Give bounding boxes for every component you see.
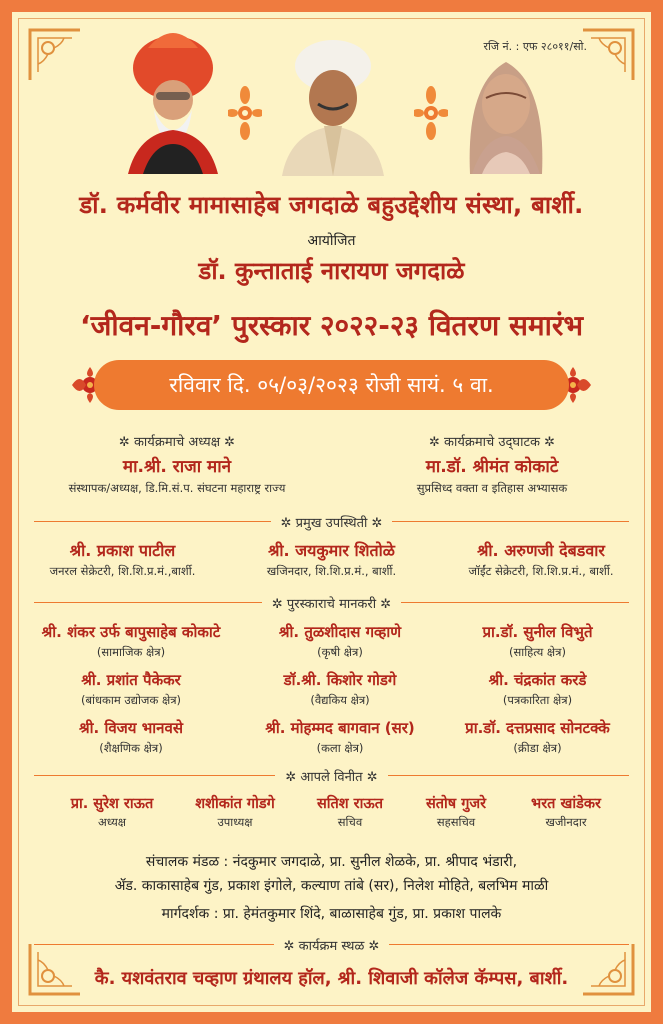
awardee-name: श्री. चंद्रकांत करडे xyxy=(488,671,587,689)
awardee-field: (वैद्यकिय क्षेत्र) xyxy=(310,693,370,707)
venue-heading-wrap xyxy=(12,935,651,954)
portrait-center xyxy=(274,26,392,176)
flower-ornament-right xyxy=(414,79,448,147)
award-person-name: डॉ. कुन्ताताई नारायण जगदाळे xyxy=(198,257,465,285)
awardee-item xyxy=(12,670,250,708)
host-item xyxy=(176,793,294,830)
awardee-name: प्रा.डॉ. दत्तप्रसाद सोनटक्के xyxy=(465,719,610,737)
guest-desc: जनरल सेक्रेटरी, शि.शि.प्र.मं.,बार्शी. xyxy=(49,564,196,578)
board-line-1: संचालक मंडळ : नंदकुमार जगदाळे, प्रा. सुनील शेळके, प्रा. श्रीपाद भंडारी, xyxy=(145,854,518,870)
guests-heading: ✲ प्रमुख उपस्थिती ✲ xyxy=(271,516,393,531)
awardee-name: श्री. विजय भानवसे xyxy=(79,719,183,737)
inaugurator-block xyxy=(342,432,642,496)
guest-item xyxy=(229,539,434,579)
awardee-item xyxy=(430,670,645,708)
awardee-name: प्रा.डॉ. सुनील विभुते xyxy=(482,623,593,641)
event-title: ‘जीवन-गौरव’ पुरस्कार २०२२-२३ वितरण समारंभ xyxy=(79,309,584,342)
host-name: सतिश राऊत xyxy=(316,796,384,812)
host-role: सहसचिव xyxy=(436,815,476,829)
host-name: शशीकांत गोडगे xyxy=(195,796,275,812)
host-role: अध्यक्ष xyxy=(97,815,127,829)
awardee-field: (क्रीडा क्षेत्र) xyxy=(513,741,562,755)
venue-heading: ✲ कार्यक्रम स्थळ ✲ xyxy=(274,939,390,954)
hosts-heading-wrap xyxy=(12,766,651,785)
awardees-heading-wrap xyxy=(12,593,651,612)
chair-block xyxy=(12,432,342,496)
inaugurator-desc: सुप्रसिध्द वक्ता व इतिहास अभ्यासक xyxy=(416,481,568,495)
awardee-field: (कला क्षेत्र) xyxy=(316,741,364,755)
guest-item xyxy=(20,539,225,579)
corner-ornament-top-right xyxy=(579,26,637,84)
awardee-item xyxy=(250,622,430,660)
awardee-field: (पत्रकारिता क्षेत्र) xyxy=(502,693,573,707)
awardee-name: डॉ.श्री. किशोर गोडगे xyxy=(283,671,397,689)
portrait-right xyxy=(456,46,556,174)
host-name: संतोष गुजरे xyxy=(425,796,487,812)
guest-name: श्री. प्रकाश पाटील xyxy=(69,541,176,560)
guest-desc: खजिनदार, शि.शि.प्र.मं., बार्शी. xyxy=(266,564,397,578)
corner-ornament-top-left xyxy=(26,26,84,84)
guests-heading-wrap xyxy=(12,512,651,531)
awardee-field: (सामाजिक क्षेत्र) xyxy=(96,645,166,659)
awardee-name: श्री. प्रशांत पैकेकर xyxy=(81,671,181,689)
invitation-card xyxy=(12,12,651,1012)
guest-name: श्री. जयकुमार शितोळे xyxy=(268,541,395,560)
awardee-item xyxy=(240,718,440,756)
host-role: उपाध्यक्ष xyxy=(217,815,253,829)
portrait-left xyxy=(118,28,228,174)
host-item xyxy=(294,793,406,830)
host-item xyxy=(506,793,626,830)
board-line-2: ॲड. काकासाहेब गुंड, प्रकाश इंगोले, कल्याण तांबे (सर), निलेश मोहिते, बलभिम माळी xyxy=(114,878,549,894)
hosts-heading: ✲ आपले विनीत ✲ xyxy=(275,770,387,785)
date-banner: रविवार दि. ०५/०३/२०२३ रोजी सायं. ५ वा. xyxy=(94,360,569,410)
chair-desc: संस्थापक/अध्यक्ष, डि.मि.सं.प. संघटना महाराष्ट्र राज्य xyxy=(68,481,286,495)
venue-text: कै. यशवंतराव चव्हाण ग्रंथालय हॉल, श्री. शिवाजी कॉलेज कॅम्पस, बार्शी. xyxy=(94,968,569,989)
awardee-field: (बांधकाम उद्योजक क्षेत्र) xyxy=(80,693,182,707)
guest-desc: जॉईंट सेक्रेटरी, शि.शि.प्र.मं., बार्शी. xyxy=(468,564,614,578)
organized-by-label: आयोजित xyxy=(307,233,356,249)
inaugurator-name: मा.डॉ. श्रीमंत कोकाटे xyxy=(425,457,559,477)
guest-item xyxy=(436,539,646,579)
awardee-item xyxy=(12,622,250,660)
inaugurator-heading: ✲ कार्यक्रमाचे उद्‌घाटक ✲ xyxy=(428,435,556,450)
awardee-field: (कृषी क्षेत्र) xyxy=(317,645,363,659)
awardee-name: श्री. तुळशीदास गव्हाणे xyxy=(278,623,402,641)
chair-name: मा.श्री. राजा माने xyxy=(122,457,232,477)
guides-line: मार्गदर्शक : प्रा. हेमंतकुमार शिंदे, बाळासाहेब गुंड, प्रा. प्रकाश पालके xyxy=(161,906,502,922)
awardee-item xyxy=(430,622,645,660)
host-name: भरत खांडेकर xyxy=(531,796,601,812)
host-role: खजीनदार xyxy=(545,815,587,829)
organization-name: डॉ. कर्मवीर मामासाहेब जगदाळे बहुउद्देशीय संस्था, बार्शी. xyxy=(79,191,584,219)
host-item xyxy=(48,793,176,830)
registration-number: रजि नं. : एफ २८०११/सो. xyxy=(483,40,587,53)
guest-name: श्री. अरुणजी देबडवार xyxy=(477,541,605,560)
awardee-item xyxy=(250,670,430,708)
awardee-item xyxy=(12,718,250,756)
chair-heading: ✲ कार्यक्रमाचे अध्यक्ष ✲ xyxy=(118,435,236,450)
awardee-field: (साहित्य क्षेत्र) xyxy=(508,645,567,659)
host-item xyxy=(406,793,506,830)
awardees-heading: ✲ पुरस्काराचे मानकरी ✲ xyxy=(262,597,401,612)
host-name: प्रा. सुरेश राऊत xyxy=(70,796,154,812)
awardee-field: (शैक्षणिक क्षेत्र) xyxy=(99,741,163,755)
awardee-name: श्री. मोहम्मद बागवान (सर) xyxy=(265,719,415,737)
awardee-name: श्री. शंकर उर्फ बापुसाहेब कोकाटे xyxy=(41,623,221,641)
host-role: सचिव xyxy=(337,815,363,829)
flower-ornament-left xyxy=(228,79,262,147)
awardee-item xyxy=(430,718,645,756)
